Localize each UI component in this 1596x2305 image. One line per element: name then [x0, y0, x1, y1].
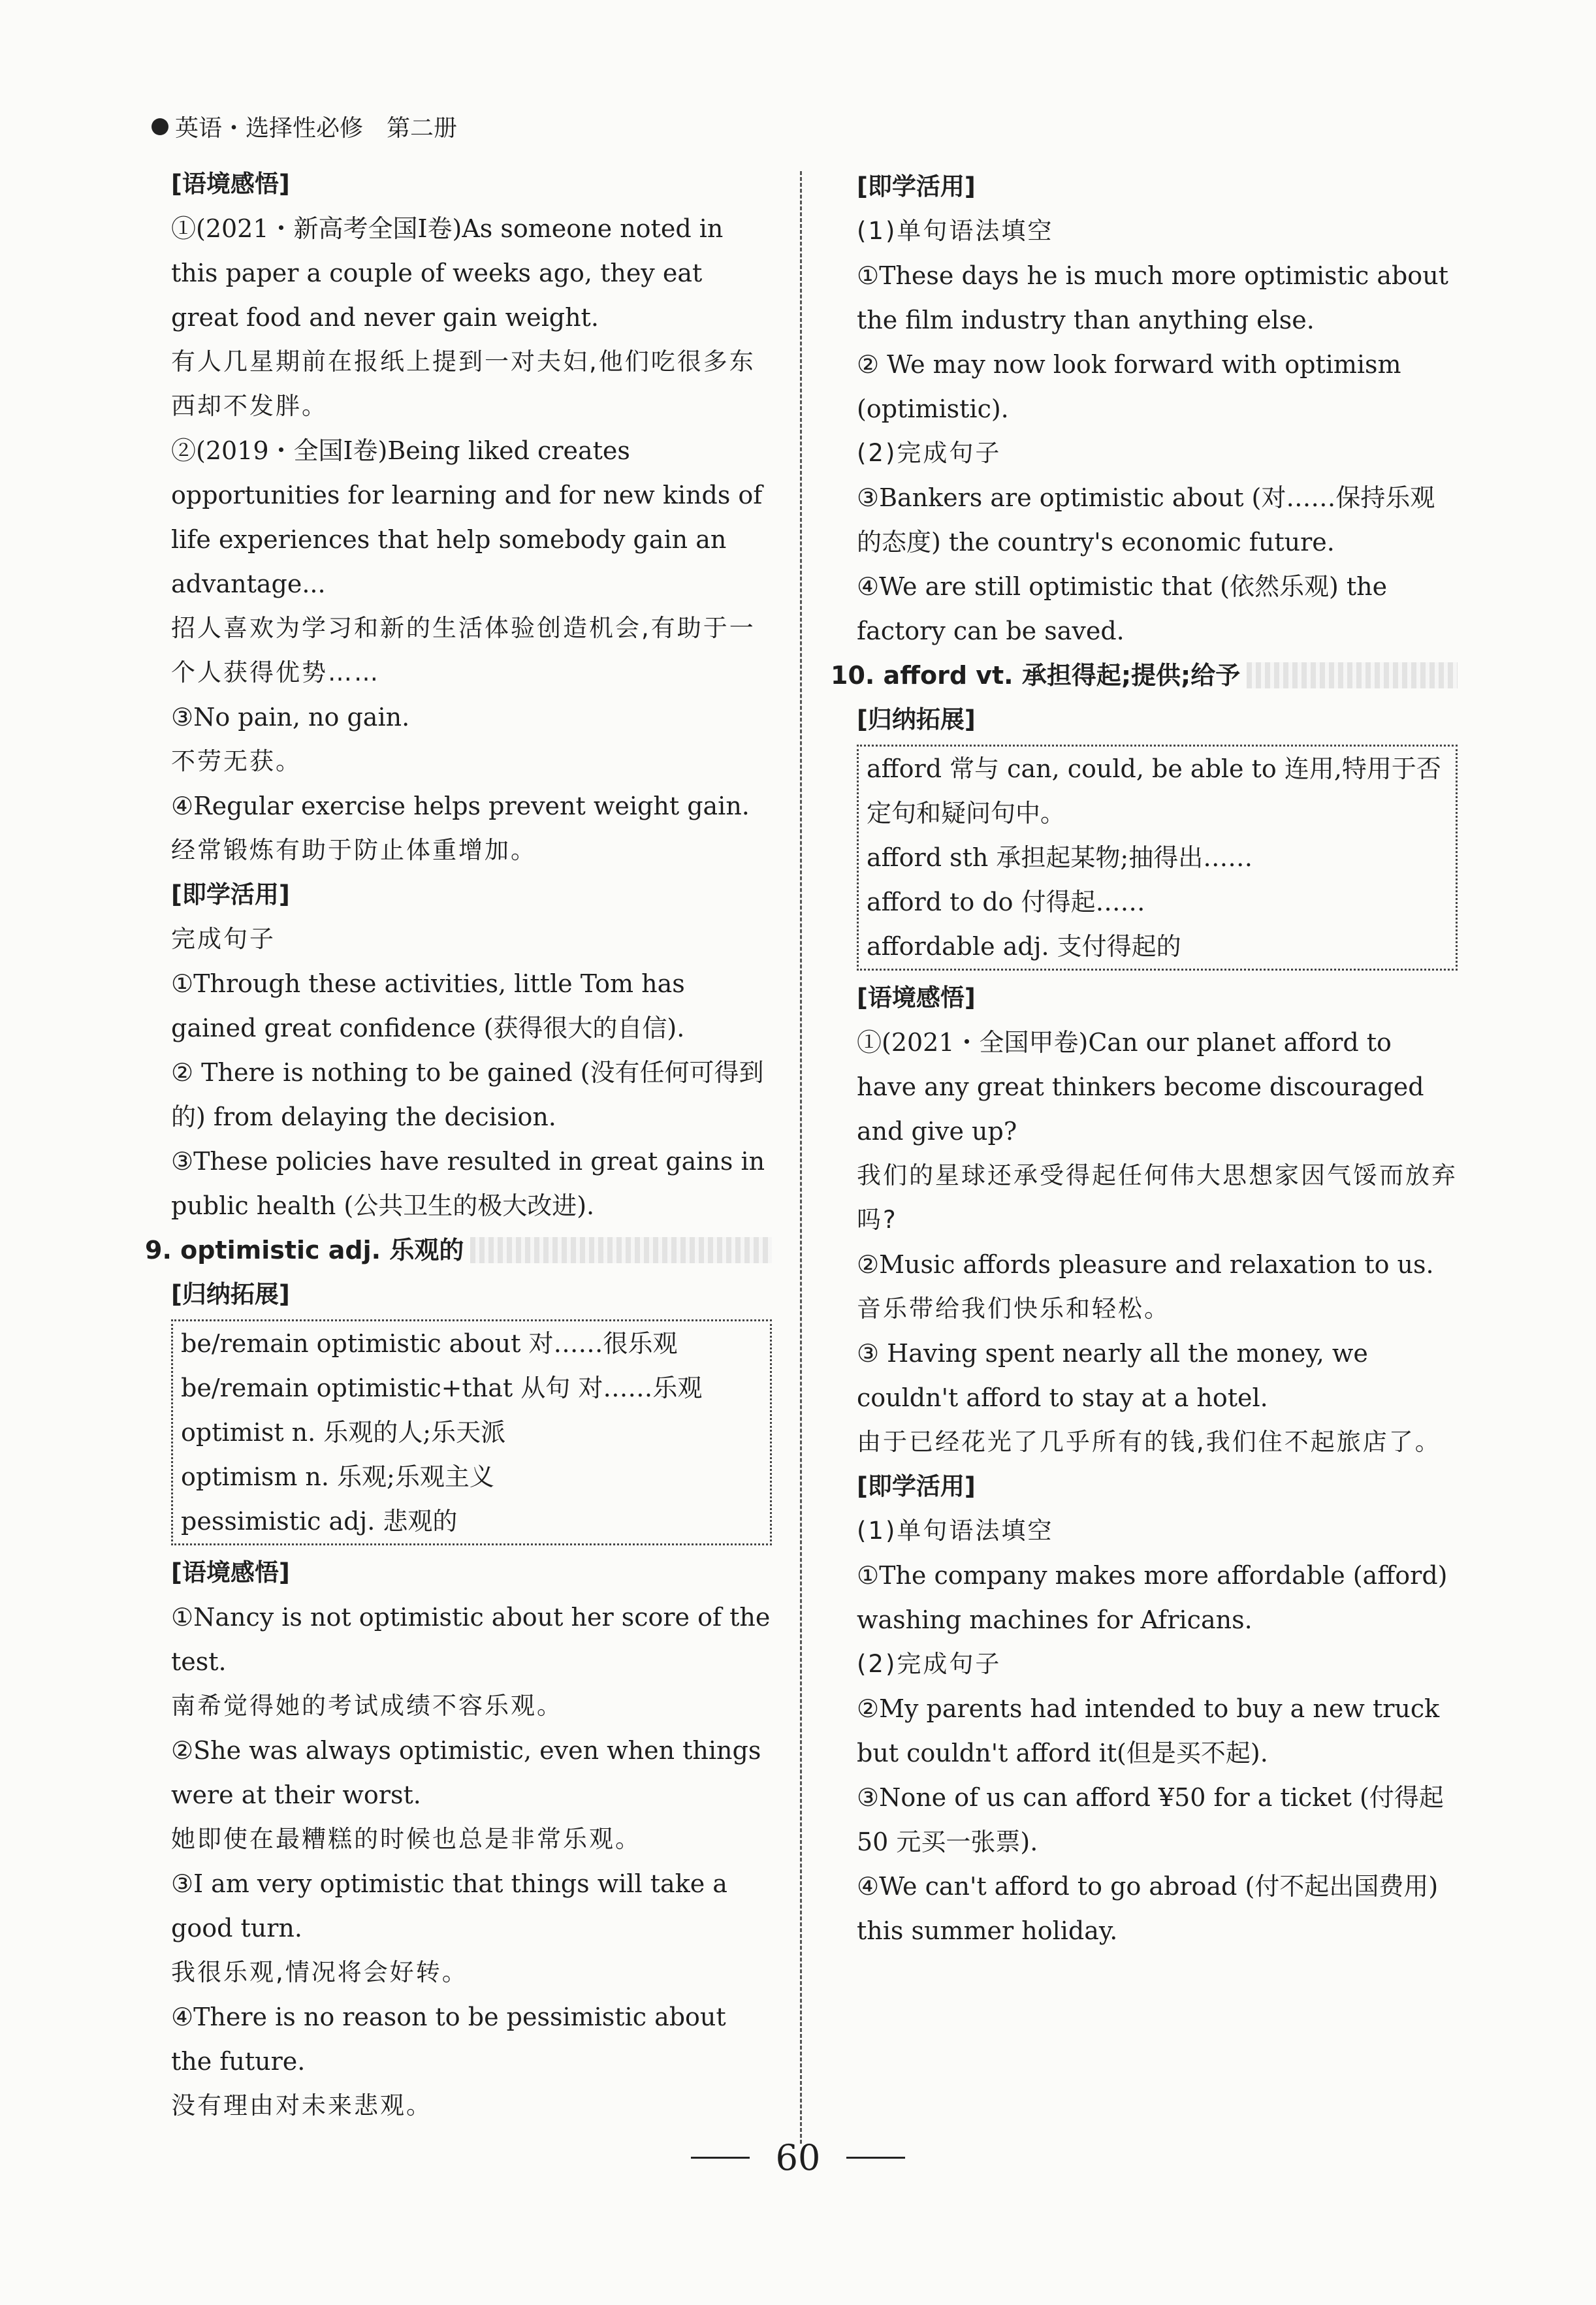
entry-heading-text: 10. afford vt. 承担得起;提供;给予 [831, 661, 1241, 690]
translation: 南希觉得她的考试成绩不容乐观。 [171, 1692, 563, 1720]
translation: 我很乐观,情况将会好转。 [171, 1958, 468, 1986]
example-sentence: ④Regular exercise helps prevent weight gain. [171, 792, 750, 820]
right-column [831, 165, 1458, 1953]
example-sentence: ②Music affords pleasure and relaxation to us. [857, 1250, 1434, 1279]
translation: 经常锻炼有助于防止体重增加。 [171, 836, 537, 864]
exercise-subtitle: (2)完成句子 [857, 1650, 1002, 1678]
box-line: optimist n. 乐观的人;乐天派 [181, 1418, 506, 1447]
box-line: be/remain optimistic about 对……很乐观 [181, 1329, 678, 1358]
exercise-item: ④We can't afford to go abroad (付不起出国费用) this summer holiday. [857, 1872, 1439, 1945]
box-line: afford sth 承担起某物;抽得出…… [867, 843, 1253, 872]
entry-heading [831, 653, 1458, 698]
exercise-item: ② We may now look forward with optimism (optimistic). [857, 350, 1401, 423]
example-sentence: ①(2021・新高考全国Ⅰ卷)As someone noted in this paper a couple of weeks ago, they eat great food and never gain weight. [171, 214, 724, 332]
summary-box [857, 745, 1458, 971]
exercise-item: ①The company makes more affordable (afford) washing machines for Africans. [857, 1561, 1448, 1634]
footer-rule [691, 2157, 750, 2159]
exercise-subtitle: 完成句子 [171, 925, 276, 953]
translation: 我们的星球还承受得起任何伟大思想家因气馁而放弃吗? [857, 1161, 1458, 1234]
translation: 由于已经花光了几乎所有的钱,我们住不起旅店了。 [857, 1428, 1441, 1456]
entry-heading-text: 9. optimistic adj. 乐观的 [145, 1236, 464, 1265]
example-sentence: ③I am very optimistic that things will take a good turn. [171, 1869, 727, 1942]
example-sentence: ③No pain, no gain. [171, 703, 410, 732]
section-tag: [即学活用] [171, 880, 290, 909]
exercise-item: ①These days he is much more optimistic about the film industry than anything else. [857, 261, 1448, 334]
section-tag: [归纳拓展] [171, 1280, 290, 1308]
header-title: 英语・选择性必修 第二册 [175, 115, 458, 142]
heading-band [1247, 662, 1458, 688]
exercise-item: ② There is nothing to be gained (没有任何可得到的) from delaying the decision. [171, 1058, 764, 1131]
section-tag: [语境感悟] [857, 984, 976, 1012]
exercise-item: ①Through these activities, little Tom has gained great confidence (获得很大的自信). [171, 969, 685, 1042]
box-line: be/remain optimistic+that 从句 对……乐观 [181, 1374, 703, 1402]
box-line: affordable adj. 支付得起的 [867, 932, 1181, 961]
exercise-item: ②My parents had intended to buy a new truck but couldn't afford it(但是买不起). [857, 1694, 1440, 1767]
box-line: afford to do 付得起…… [867, 888, 1145, 916]
example-sentence: ①Nancy is not optimistic about her score of the test. [171, 1603, 771, 1676]
section-tag: [语境感悟] [171, 170, 290, 198]
example-sentence: ①(2021・全国甲卷)Can our planet afford to have any great thinkers become discouraged and give up? [857, 1028, 1424, 1146]
heading-band [470, 1237, 772, 1263]
translation: 有人几星期前在报纸上提到一对夫妇,他们吃很多东西却不发胖。 [171, 347, 756, 420]
exercise-subtitle: (1)单句语法填空 [857, 1517, 1054, 1545]
example-sentence: ④There is no reason to be pessimistic about the future. [171, 2003, 726, 2076]
exercise-item: ③These policies have resulted in great gains in public health (公共卫生的极大改进). [171, 1147, 765, 1220]
bullet-icon [152, 118, 168, 135]
translation: 没有理由对未来悲观。 [171, 2091, 432, 2120]
example-sentence: ②She was always optimistic, even when things were at their worst. [171, 1736, 761, 1809]
translation: 她即使在最糟糕的时候也总是非常乐观。 [171, 1825, 641, 1853]
section-tag: [归纳拓展] [857, 705, 976, 733]
footer-rule [846, 2157, 905, 2159]
example-sentence: ②(2019・全国Ⅰ卷)Being liked creates opportunities for learning and for new kinds of life experiences that help somebody gain an advantage... [171, 436, 763, 598]
translation: 招人喜欢为学习和新的生活体验创造机会,有助于一个人获得优势…… [171, 614, 756, 686]
exercise-subtitle: (2)完成句子 [857, 439, 1002, 467]
exercise-item: ③Bankers are optimistic about (对……保持乐观的态度) the country's economic future. [857, 483, 1435, 556]
left-column [145, 162, 772, 2128]
entry-heading [145, 1228, 772, 1272]
page-header [152, 110, 457, 143]
summary-box [171, 1319, 772, 1545]
page-footer [0, 2137, 1596, 2178]
exercise-subtitle: (1)单句语法填空 [857, 217, 1054, 245]
box-line: pessimistic adj. 悲观的 [181, 1507, 458, 1536]
column-divider [800, 171, 802, 2144]
section-tag: [语境感悟] [171, 1558, 290, 1587]
section-tag: [即学活用] [857, 1472, 976, 1500]
box-line: optimism n. 乐观;乐观主义 [181, 1462, 494, 1491]
exercise-item: ④We are still optimistic that (依然乐观) the factory can be saved. [857, 572, 1388, 645]
exercise-item: ③None of us can afford ¥50 for a ticket (付得起 50 元买一张票). [857, 1783, 1444, 1856]
page-number: 60 [775, 2137, 821, 2178]
section-tag: [即学活用] [857, 172, 976, 201]
box-line: afford 常与 can, could, be able to 连用,特用于否定句和疑问句中。 [867, 754, 1441, 828]
translation: 音乐带给我们快乐和轻松。 [857, 1295, 1170, 1323]
example-sentence: ③ Having spent nearly all the money, we couldn't afford to stay at a hotel. [857, 1339, 1368, 1412]
translation: 不劳无获。 [171, 747, 302, 775]
